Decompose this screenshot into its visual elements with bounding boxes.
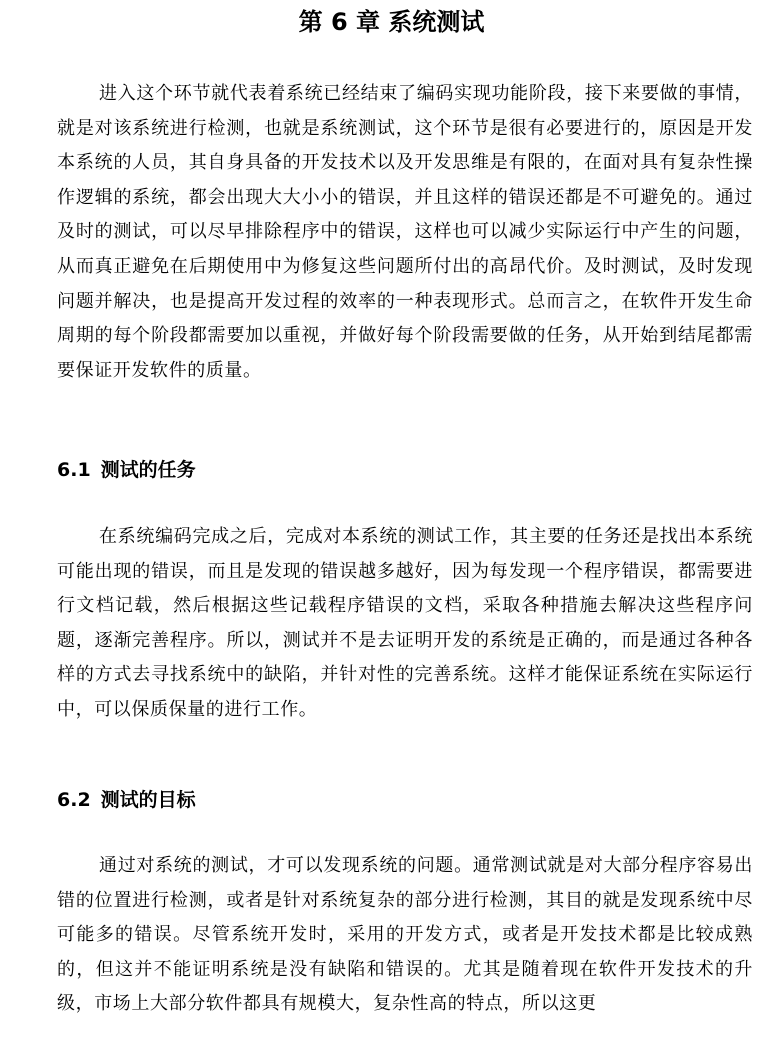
section-heading-6-2 [57,786,196,814]
section-6-2-paragraph: 通过对系统的测试，才可以发现系统的问题。通常测试就是对大部分程序容易出错的位置进行检测，或者是针对系统复杂的部分进行检测，其目的就是发现系统中尽可能多的错误。尽管系统开发时，采用的开发方式，或者是开发技术都是比较成熟的，但这并不能证明系统是没有缺陷和错误的。尤其是随着现在软件开发技术的升级，市场上大部分软件都具有规模大，复杂性高的特点，所以这更 [57,855,753,1015]
section-title: 测试的任务 [100,459,196,481]
section-number: 6.1 [57,459,91,481]
section-number: 6.2 [57,789,91,811]
section-title: 测试的目标 [100,789,196,811]
chapter-title: 第 6 章 系统测试 [298,8,485,36]
intro-paragraph: 进入这个环节就代表着系统已经结束了编码实现功能阶段，接下来要做的事情，就是对该系统进行检测，也就是系统测试，这个环节是很有必要进行的，原因是开发本系统的人员，其自身具备的开发技术以及开发思维是有限的，在面对具有复杂性操作逻辑的系统，都会出现大大小小的错误，并且这样的错误还都是不可避免的。通过及时的测试，可以尽早排除程序中的错误，这样也可以减少实际运行中产生的问题，从而真正避免在后期使用中为修复这些问题所付出的高昂代价。及时测试，及时发现问题并解决，也是提高开发过程的效率的一种表现形式。总而言之，在软件开发生命周期的每个阶段都需要加以重视，并做好每个阶段需要做的任务，从开始到结尾都需要保证开发软件的质量。 [57,83,753,381]
section-6-1-paragraph: 在系统编码完成之后，完成对本系统的测试工作，其主要的任务还是找出本系统可能出现的错误，而且是发现的错误越多越好，因为每发现一个程序错误，都需要进行文档记载，然后根据这些记载程序错误的文档，采取各种措施去解决这些程序问题，逐渐完善程序。所以，测试并不是去证明开发的系统是正确的，而是通过各种各样的方式去寻找系统中的缺陷，并针对性的完善系统。这样才能保证系统在实际运行中，可以保质保量的进行工作。 [57,526,753,720]
section-heading-6-1 [57,456,196,484]
